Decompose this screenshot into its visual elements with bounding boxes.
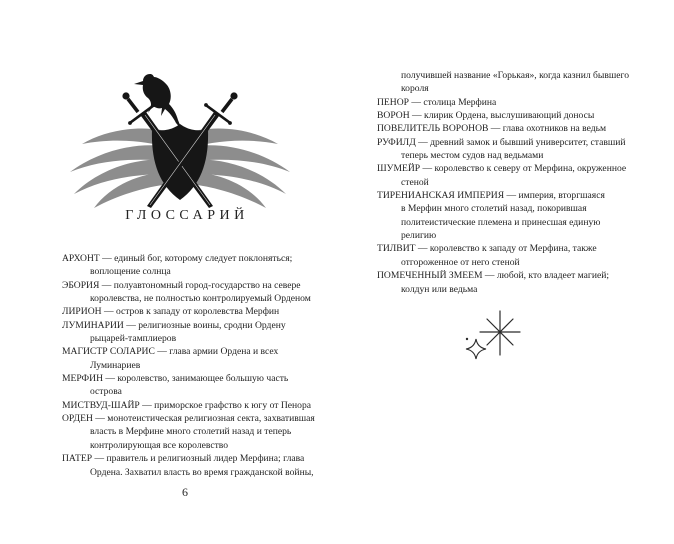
glossary-line: воплощение солнца — [90, 266, 171, 278]
glossary-line: ПОВЕЛИТЕЛЬ ВОРОНОВ — глава охотников на ведьм — [377, 123, 607, 135]
raven-icon — [134, 74, 182, 130]
glossary-line: МИСТВУД-ШАЙР — приморское графство к югу от Пенора — [62, 399, 312, 411]
glossary-line: РУФИЛД — древний замок и бывший университет, ставший — [377, 136, 626, 148]
glossary-line: ЭБОРИЯ — полуавтономный город-государство на севере — [62, 279, 301, 291]
glossary-line: власть в Мерфине много столетий назад и теперь — [90, 426, 292, 438]
page-number: 6 — [182, 485, 188, 499]
glossary-line: политеистические племена и принесшая единую — [401, 216, 601, 228]
glossary-line: колдун или ведьма — [401, 283, 478, 295]
glossary-line: ШУМЕЙР — королевство к северу от Мерфина, окруженное — [377, 163, 627, 175]
glossary-line: АРХОНТ — единый бог, которому следует поклоняться; — [62, 253, 293, 264]
glossary-line: отгороженное от него стеной — [401, 256, 520, 268]
glossary-line: ЛУМИНАРИИ — религиозные воины, сродни Ордену — [62, 319, 286, 331]
raven-swords-shield-emblem-icon — [60, 68, 310, 213]
glossary-right-column — [377, 69, 629, 296]
star-sparkle-ornament-icon — [460, 309, 526, 365]
glossary-line: МАГИСТР СОЛАРИС — глава армии Ордена и всех — [62, 346, 279, 358]
glossary-line: ПЕНОР — столица Мерфина — [377, 96, 497, 108]
glossary-line: теперь местом судов над ведьмами — [401, 150, 544, 162]
glossary-line: контролирующая все королевство — [90, 439, 229, 451]
glossary-line: ТИЛВИТ — королевство к западу от Мерфина, также — [377, 243, 597, 255]
glossary-line: ПАТЕР — правитель и религиозный лидер Мерфина; глава — [62, 453, 305, 465]
glossary-line: в Мерфин много столетий назад, покорившая — [401, 203, 587, 215]
glossary-line: получившей название «Горькая», когда казнил бывшего — [401, 70, 630, 81]
glossary-line: МЕРФИН — королевство, занимающее большую часть — [62, 373, 289, 385]
glossary-line: ПОМЕЧЕННЫЙ ЗМЕЕМ — любой, кто владеет магией; — [377, 270, 610, 282]
glossary-title: ГЛОССАРИЙ — [125, 208, 249, 223]
glossary-line: ЛИРИОН — остров к западу от королевства Мерфин — [62, 306, 280, 318]
glossary-line: религию — [401, 230, 437, 242]
glossary-line: ОРДЕН — монотеистическая религиозная секта, захватившая — [62, 413, 315, 425]
glossary-line: королевства, не полностью контролируемый Орденом — [90, 293, 311, 305]
tiny-dot-icon — [466, 338, 468, 340]
right-page — [337, 0, 674, 544]
glossary-line: острова — [90, 386, 122, 398]
glossary-line: Ордена. Захватил власть во время гражданской войны, — [90, 466, 314, 478]
glossary-line: ВОРОН — клирик Ордена, выслушивающий доносы — [377, 110, 595, 122]
glossary-line: ТИРЕНИАНСКАЯ ИМПЕРИЯ — империя, вторгшаяся — [377, 190, 605, 202]
glossary-line: Луминариев — [90, 359, 141, 371]
glossary-line: стеной — [401, 176, 429, 188]
glossary-line: короля — [401, 83, 429, 95]
four-point-sparkle-icon — [466, 339, 486, 359]
glossary-line: рыцарей-тамплиеров — [90, 333, 177, 345]
glossary-left-column — [62, 252, 315, 479]
